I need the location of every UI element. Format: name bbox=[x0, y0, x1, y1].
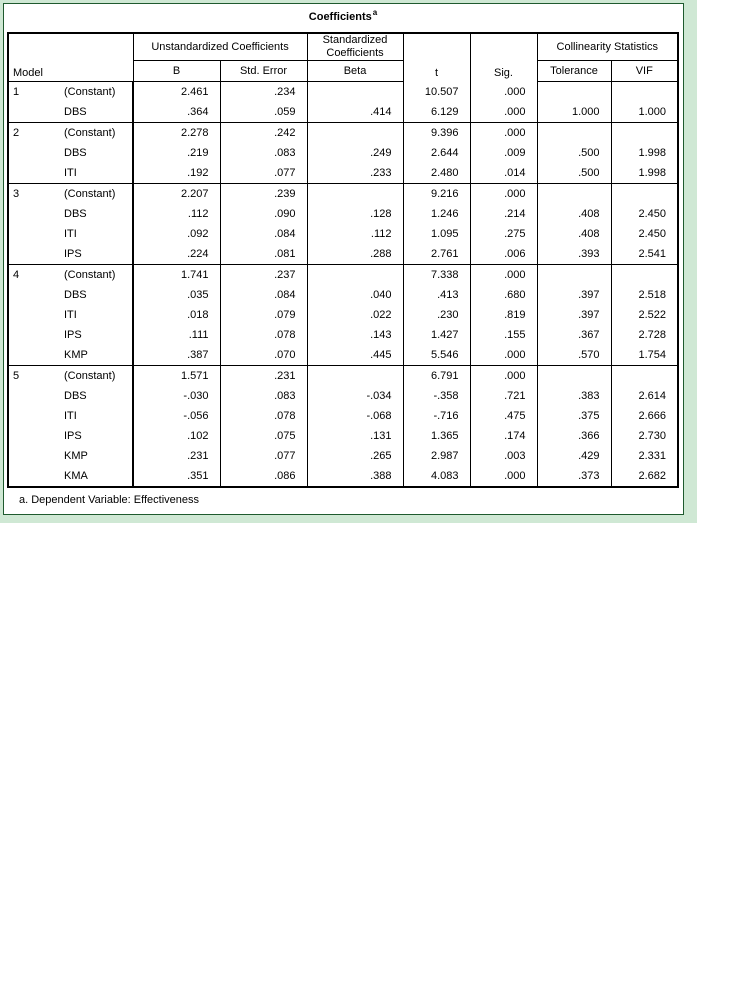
variable-name-cell: DBS bbox=[64, 147, 87, 159]
table-row bbox=[8, 163, 678, 184]
table-row bbox=[8, 406, 678, 426]
coef-b-cell: 1.741 bbox=[133, 265, 220, 286]
coef-sig-cell: .000 bbox=[470, 184, 537, 205]
variable-name-cell: (Constant) bbox=[60, 123, 133, 144]
variable-name-cell: (Constant) bbox=[64, 86, 116, 98]
coef-vif-cell: 1.998 bbox=[611, 163, 678, 184]
model-number-cell bbox=[8, 244, 60, 265]
coef-sig-cell: .000 bbox=[470, 123, 537, 144]
header-b: B bbox=[133, 61, 220, 82]
coef-beta-cell: .233 bbox=[307, 163, 403, 184]
coef-t-cell: 7.338 bbox=[403, 265, 470, 286]
coef-t-cell: 9.216 bbox=[403, 184, 470, 205]
coef-sig-cell: .000 bbox=[470, 102, 537, 123]
coef-beta-cell bbox=[307, 82, 403, 103]
coef-beta-cell: .249 bbox=[307, 143, 403, 163]
output-frame bbox=[0, 0, 697, 523]
coef-vif-cell: 2.666 bbox=[611, 406, 678, 426]
coef-vif-cell: 2.522 bbox=[611, 305, 678, 325]
coef-sig-cell: .680 bbox=[470, 285, 537, 305]
coef-b-cell: -.056 bbox=[133, 406, 220, 426]
coef-tolerance-cell: .570 bbox=[537, 345, 611, 366]
coef-vif-cell bbox=[611, 366, 678, 387]
coef-tolerance-cell bbox=[537, 184, 611, 205]
variable-name-cell: (Constant) bbox=[60, 265, 133, 286]
coef-vif-cell bbox=[611, 184, 678, 205]
coef-tolerance-cell: 1.000 bbox=[537, 102, 611, 123]
coef-b-cell: .231 bbox=[133, 446, 220, 466]
footnote: a. Dependent Variable: Effectiveness bbox=[19, 494, 199, 506]
coef-tolerance-cell: .367 bbox=[537, 325, 611, 345]
coef-b-cell: .018 bbox=[133, 305, 220, 325]
coef-vif-cell: 2.682 bbox=[611, 466, 678, 487]
variable-name-cell: KMP bbox=[64, 450, 88, 462]
coef-b-cell: 2.461 bbox=[133, 82, 220, 103]
coef-t-cell: 10.507 bbox=[403, 82, 470, 103]
coef-b-cell: .111 bbox=[133, 325, 220, 345]
model-number-cell bbox=[8, 285, 60, 305]
table-row bbox=[8, 184, 678, 205]
header-t: t bbox=[403, 33, 470, 82]
coef-beta-cell: .414 bbox=[307, 102, 403, 123]
coef-sig-cell: .014 bbox=[470, 163, 537, 184]
table-row bbox=[8, 366, 678, 387]
variable-name-cell: KMA bbox=[64, 470, 88, 482]
coef-beta-cell: .131 bbox=[307, 426, 403, 446]
coef-tolerance-cell: .375 bbox=[537, 406, 611, 426]
coef-tolerance-cell: .408 bbox=[537, 204, 611, 224]
coef-std-error-cell: .083 bbox=[220, 143, 307, 163]
coef-t-cell: 1.246 bbox=[403, 204, 470, 224]
coef-std-error-cell: .090 bbox=[220, 204, 307, 224]
model-number-cell bbox=[8, 406, 60, 426]
header-model: Model bbox=[8, 33, 133, 82]
coef-sig-cell: .006 bbox=[470, 244, 537, 265]
coef-b-cell: 1.571 bbox=[133, 366, 220, 387]
coef-b-cell: .224 bbox=[133, 244, 220, 265]
header-standardized: Standardized Coefficients bbox=[307, 33, 403, 61]
table-row bbox=[8, 466, 678, 487]
variable-name-cell: DBS bbox=[64, 390, 87, 402]
table-row bbox=[8, 446, 678, 466]
coef-t-cell: 2.480 bbox=[403, 163, 470, 184]
coef-b-cell: .387 bbox=[133, 345, 220, 366]
coef-b-cell: 2.207 bbox=[133, 184, 220, 205]
variable-name-cell: IPS bbox=[64, 248, 82, 260]
model-number-cell: 4 bbox=[8, 265, 60, 286]
coef-t-cell: 1.365 bbox=[403, 426, 470, 446]
coef-t-cell: 2.987 bbox=[403, 446, 470, 466]
model-number-cell bbox=[8, 426, 60, 446]
coef-tolerance-cell: .408 bbox=[537, 224, 611, 244]
model-number-cell bbox=[8, 305, 60, 325]
coef-t-cell: 9.396 bbox=[403, 123, 470, 144]
coef-vif-cell: 2.518 bbox=[611, 285, 678, 305]
coef-std-error-cell: .075 bbox=[220, 426, 307, 446]
coef-std-error-cell: .079 bbox=[220, 305, 307, 325]
variable-name-cell: (Constant) bbox=[60, 184, 133, 205]
coef-b-cell: .035 bbox=[133, 285, 220, 305]
coef-sig-cell: .819 bbox=[470, 305, 537, 325]
table-row bbox=[8, 345, 678, 366]
coef-b-cell: -.030 bbox=[133, 386, 220, 406]
model-number-cell: 2 bbox=[8, 123, 60, 144]
coef-tolerance-cell: .373 bbox=[537, 466, 611, 487]
coef-b-cell: .092 bbox=[133, 224, 220, 244]
coef-std-error-cell: .234 bbox=[220, 82, 307, 103]
coef-b-cell: .364 bbox=[133, 102, 220, 123]
coef-std-error-cell: .083 bbox=[220, 386, 307, 406]
header-vif: VIF bbox=[611, 61, 678, 82]
coef-b-cell: .192 bbox=[133, 163, 220, 184]
variable-name-cell: DBS bbox=[64, 208, 87, 220]
variable-name-cell: ITI bbox=[64, 410, 77, 422]
table-row bbox=[8, 386, 678, 406]
coef-std-error-cell: .078 bbox=[220, 406, 307, 426]
coef-tolerance-cell: .397 bbox=[537, 285, 611, 305]
header-tolerance: Tolerance bbox=[537, 61, 611, 82]
model-number-cell bbox=[8, 345, 60, 366]
coef-tolerance-cell: .500 bbox=[537, 143, 611, 163]
variable-name-cell: (Constant) bbox=[60, 366, 133, 387]
coef-sig-cell: .000 bbox=[470, 466, 537, 487]
header-beta: Beta bbox=[307, 61, 403, 82]
coef-tolerance-cell: .500 bbox=[537, 163, 611, 184]
model-number-cell: 3 bbox=[8, 184, 60, 205]
coefficients-body bbox=[8, 82, 678, 488]
coef-beta-cell: .143 bbox=[307, 325, 403, 345]
table-row bbox=[8, 285, 678, 305]
coef-beta-cell bbox=[307, 366, 403, 387]
coef-beta-cell: .445 bbox=[307, 345, 403, 366]
table-title bbox=[8, 8, 678, 23]
header-collinearity: Collinearity Statistics bbox=[537, 33, 678, 61]
coef-sig-cell: .000 bbox=[470, 366, 537, 387]
coef-sig-cell: .721 bbox=[470, 386, 537, 406]
table-title-text: Coefficients bbox=[308, 11, 372, 23]
variable-name-cell: DBS bbox=[64, 289, 87, 301]
coef-vif-cell: 2.730 bbox=[611, 426, 678, 446]
table-row bbox=[8, 426, 678, 446]
coef-beta-cell: .388 bbox=[307, 466, 403, 487]
coef-tolerance-cell bbox=[537, 366, 611, 387]
variable-name-cell: ITI bbox=[64, 309, 77, 321]
table-row bbox=[8, 224, 678, 244]
coef-b-cell: .112 bbox=[133, 204, 220, 224]
coef-beta-cell: .288 bbox=[307, 244, 403, 265]
model-number-cell bbox=[8, 224, 60, 244]
model-number-cell bbox=[8, 102, 60, 123]
title-footnote-marker: a bbox=[372, 8, 378, 17]
coef-std-error-cell: .081 bbox=[220, 244, 307, 265]
variable-name-cell: KMP bbox=[64, 349, 88, 361]
model-number-cell: 5 bbox=[8, 366, 60, 387]
coef-std-error-cell: .070 bbox=[220, 345, 307, 366]
table-row bbox=[8, 102, 678, 123]
coef-sig-cell: .155 bbox=[470, 325, 537, 345]
coef-std-error-cell: .078 bbox=[220, 325, 307, 345]
coef-b-cell: .351 bbox=[133, 466, 220, 487]
coefficients-table bbox=[7, 32, 679, 488]
variable-name-cell: ITI bbox=[64, 167, 77, 179]
coef-beta-cell: .265 bbox=[307, 446, 403, 466]
variable-name-cell: DBS bbox=[64, 106, 87, 118]
coef-vif-cell: 2.541 bbox=[611, 244, 678, 265]
model-number-cell bbox=[8, 386, 60, 406]
coef-t-cell: .413 bbox=[403, 285, 470, 305]
coef-std-error-cell: .239 bbox=[220, 184, 307, 205]
coef-std-error-cell: .237 bbox=[220, 265, 307, 286]
model-number-cell bbox=[8, 204, 60, 224]
coef-tolerance-cell: .397 bbox=[537, 305, 611, 325]
header-sig: Sig. bbox=[470, 33, 537, 82]
coef-std-error-cell: .084 bbox=[220, 285, 307, 305]
coef-vif-cell: 2.450 bbox=[611, 224, 678, 244]
variable-name-cell: IPS bbox=[64, 430, 82, 442]
table-row bbox=[8, 204, 678, 224]
coef-t-cell: 5.546 bbox=[403, 345, 470, 366]
header-std-error: Std. Error bbox=[220, 61, 307, 82]
model-number-cell bbox=[8, 446, 60, 466]
coef-vif-cell: 2.450 bbox=[611, 204, 678, 224]
table-row bbox=[8, 305, 678, 325]
coef-beta-cell: .112 bbox=[307, 224, 403, 244]
coef-tolerance-cell bbox=[537, 82, 611, 103]
coef-beta-cell: -.068 bbox=[307, 406, 403, 426]
header-unstandardized: Unstandardized Coefficients bbox=[133, 33, 307, 61]
coef-t-cell: 1.427 bbox=[403, 325, 470, 345]
coef-sig-cell: .000 bbox=[470, 265, 537, 286]
coef-tolerance-cell: .383 bbox=[537, 386, 611, 406]
coef-vif-cell: 2.728 bbox=[611, 325, 678, 345]
model-number-cell: 1 bbox=[13, 86, 20, 98]
coef-sig-cell: .000 bbox=[470, 345, 537, 366]
coef-beta-cell: -.034 bbox=[307, 386, 403, 406]
coef-tolerance-cell bbox=[537, 123, 611, 144]
coef-std-error-cell: .086 bbox=[220, 466, 307, 487]
coef-tolerance-cell bbox=[537, 265, 611, 286]
coef-vif-cell: 1.754 bbox=[611, 345, 678, 366]
coef-beta-cell: .128 bbox=[307, 204, 403, 224]
coef-std-error-cell: .077 bbox=[220, 446, 307, 466]
coef-sig-cell: .009 bbox=[470, 143, 537, 163]
table-row bbox=[8, 123, 678, 144]
coef-vif-cell bbox=[611, 123, 678, 144]
coef-std-error-cell: .059 bbox=[220, 102, 307, 123]
coef-t-cell: 6.129 bbox=[403, 102, 470, 123]
table-row bbox=[8, 143, 678, 163]
coef-b-cell: 2.278 bbox=[133, 123, 220, 144]
variable-name-cell: ITI bbox=[64, 228, 77, 240]
coef-beta-cell: .040 bbox=[307, 285, 403, 305]
coef-vif-cell bbox=[611, 265, 678, 286]
header-row-groups bbox=[8, 33, 678, 61]
coef-t-cell: -.716 bbox=[403, 406, 470, 426]
coef-t-cell: .230 bbox=[403, 305, 470, 325]
coef-beta-cell: .022 bbox=[307, 305, 403, 325]
coef-vif-cell: 2.331 bbox=[611, 446, 678, 466]
coef-t-cell: -.358 bbox=[403, 386, 470, 406]
coef-sig-cell: .275 bbox=[470, 224, 537, 244]
coef-std-error-cell: .077 bbox=[220, 163, 307, 184]
coef-tolerance-cell: .366 bbox=[537, 426, 611, 446]
coef-t-cell: 6.791 bbox=[403, 366, 470, 387]
coef-vif-cell: 1.998 bbox=[611, 143, 678, 163]
coef-std-error-cell: .084 bbox=[220, 224, 307, 244]
coef-std-error-cell: .231 bbox=[220, 366, 307, 387]
model-number-cell bbox=[8, 466, 60, 487]
table-row bbox=[8, 82, 678, 103]
model-number-cell bbox=[8, 325, 60, 345]
coef-vif-cell bbox=[611, 82, 678, 103]
coef-b-cell: .219 bbox=[133, 143, 220, 163]
coef-std-error-cell: .242 bbox=[220, 123, 307, 144]
coef-tolerance-cell: .393 bbox=[537, 244, 611, 265]
coef-sig-cell: .475 bbox=[470, 406, 537, 426]
coef-vif-cell: 2.614 bbox=[611, 386, 678, 406]
coef-sig-cell: .174 bbox=[470, 426, 537, 446]
table-row bbox=[8, 265, 678, 286]
coef-beta-cell bbox=[307, 184, 403, 205]
coef-sig-cell: .214 bbox=[470, 204, 537, 224]
table-row bbox=[8, 325, 678, 345]
model-number-cell bbox=[8, 163, 60, 184]
coef-sig-cell: .003 bbox=[470, 446, 537, 466]
coef-beta-cell bbox=[307, 265, 403, 286]
variable-name-cell: IPS bbox=[64, 329, 82, 341]
coef-sig-cell: .000 bbox=[470, 82, 537, 103]
model-number-cell bbox=[8, 143, 60, 163]
coef-t-cell: 2.761 bbox=[403, 244, 470, 265]
coef-t-cell: 4.083 bbox=[403, 466, 470, 487]
coef-tolerance-cell: .429 bbox=[537, 446, 611, 466]
coef-vif-cell: 1.000 bbox=[611, 102, 678, 123]
coef-t-cell: 2.644 bbox=[403, 143, 470, 163]
coef-b-cell: .102 bbox=[133, 426, 220, 446]
table-row bbox=[8, 244, 678, 265]
coef-t-cell: 1.095 bbox=[403, 224, 470, 244]
coef-beta-cell bbox=[307, 123, 403, 144]
